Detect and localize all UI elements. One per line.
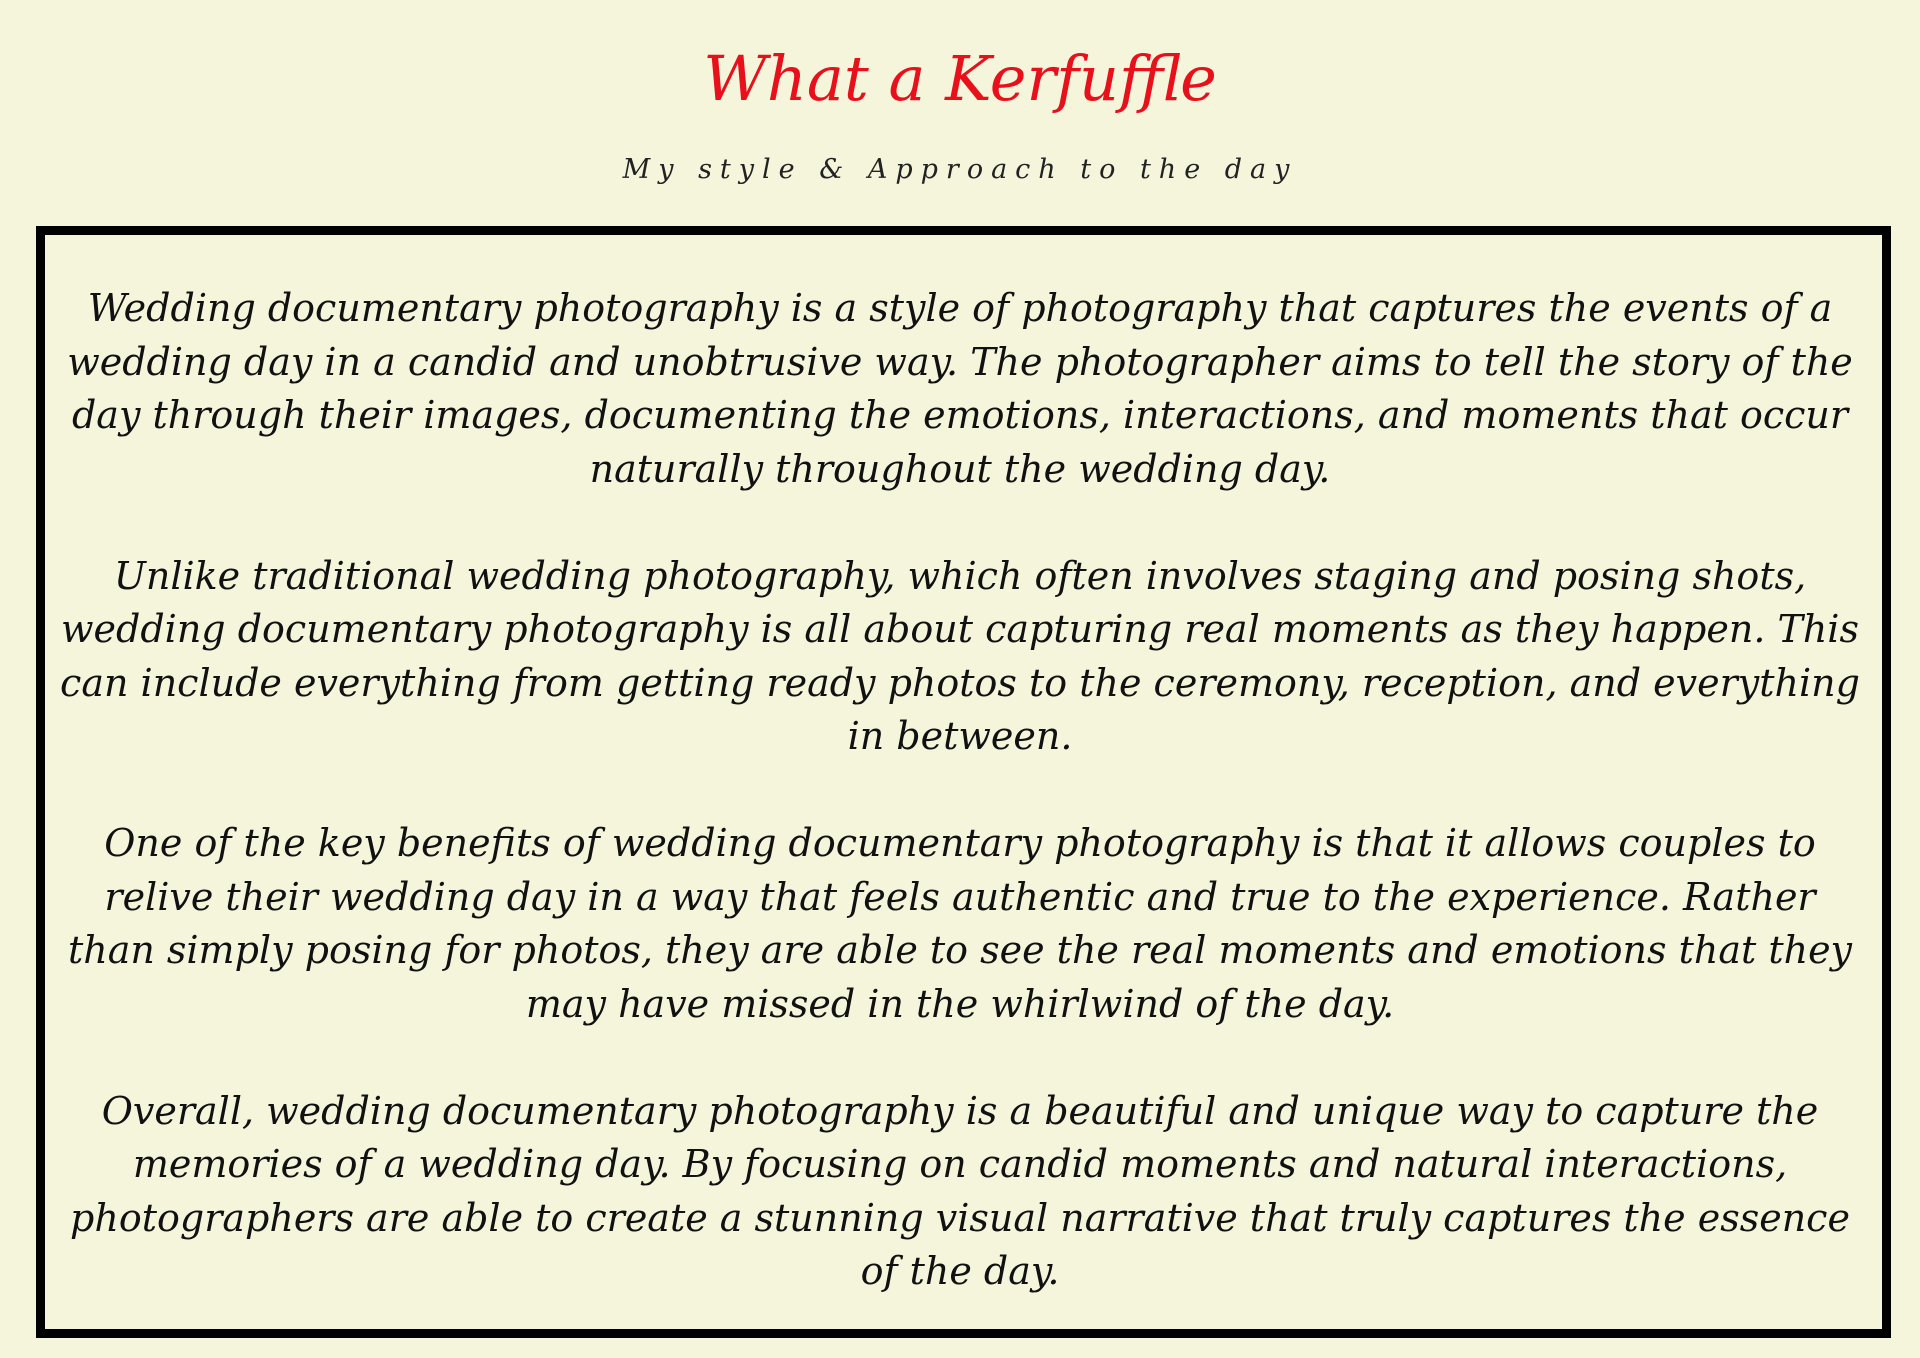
paragraph-benefits: One of the key benefits of wedding documentary photography is that it allows couples to relive their wedding day in a way that feels authentic and true to the experience. Rather than simply posing for photos, they are able to see the real moments and emotions that they may have missed in the whirlwind of the day. [67, 821, 1853, 1026]
page-subtitle: My style & Approach to the day [622, 154, 1298, 185]
paragraph-definition: Wedding documentary photography is a style of photography that captures the events of a wedding day in a candid and unobtrusive way. The photographer aims to tell the story of the day through their images, documenting the emotions, interactions, and moments that occur naturally throughout the wedding day. [67, 286, 1853, 491]
paragraph-comparison: Unlike traditional wedding photography, which often involves staging and posing shots, wedding documentary photography is all about capturing real moments as they happen. This can include everything from getting ready photos to the ceremony, reception, and everything in between. [60, 553, 1860, 758]
paragraph-summary: Overall, wedding documentary photography is a beautiful and unique way to capture the memories of a wedding day. By focusing on candid moments and natural interactions, photographers are able to create a stunning visual narrative that truly captures the essence of the day. [70, 1088, 1850, 1293]
page-title: What a Kerfuffle [703, 42, 1217, 115]
body-text [56, 282, 1864, 1299]
